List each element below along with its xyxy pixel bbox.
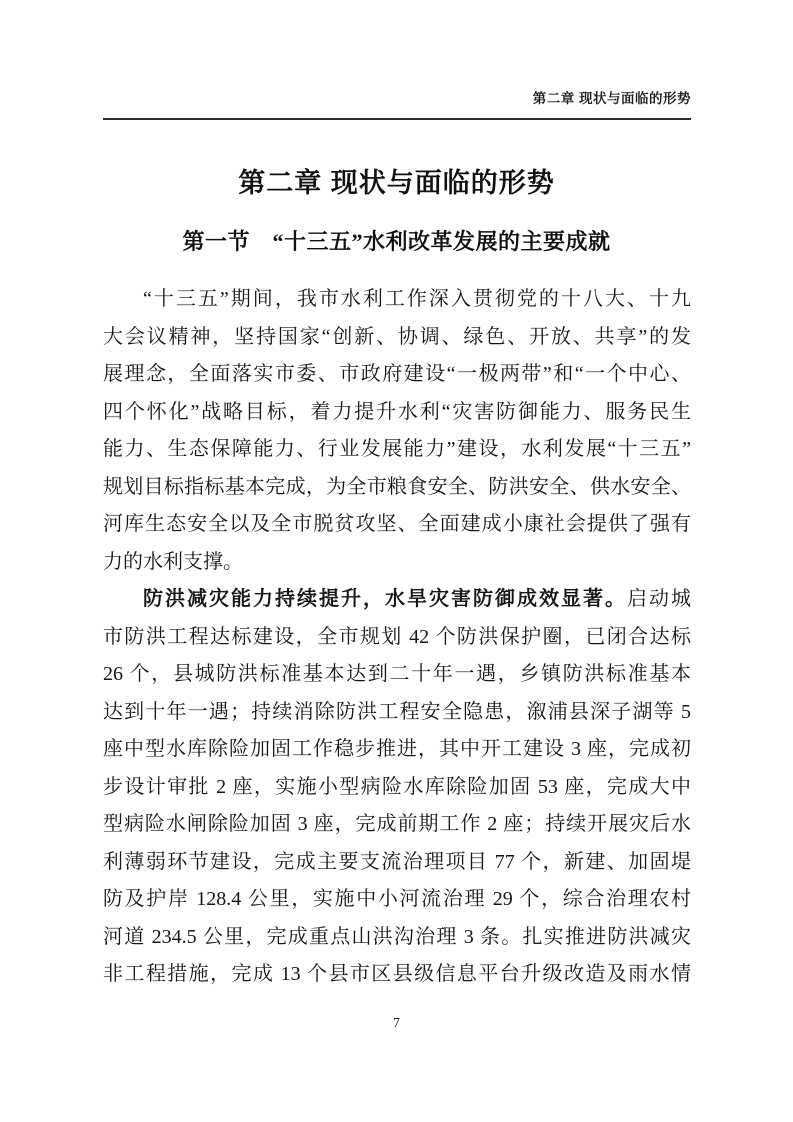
body-line <box>103 506 691 544</box>
body-text-segment: 规划目标指标基本完成，为全市粮食安全、防洪安全、供水安全、 <box>103 475 691 498</box>
page-number: 7 <box>393 1015 400 1030</box>
body-text-segment: 座中型水库除险加固工作稳步推进，其中开工建设 3 座，完成初 <box>103 738 691 760</box>
section-title: 第一节 “十三五”水利改革发展的主要成就 <box>182 229 611 254</box>
body-text-segment: 力的水利支撑。 <box>103 550 243 573</box>
body-text-segment: 步设计审批 2 座，实施小型病险水库除险加固 53 座，完成大中 <box>103 775 691 798</box>
body-text-segment: 大会议精神，坚持国家“创新、协调、绿色、开放、共享”的发 <box>103 325 691 348</box>
body-line <box>103 356 691 394</box>
body-paragraphs <box>103 281 691 994</box>
header-rule <box>103 118 691 120</box>
body-text-segment: 展理念，全面落实市委、市政府建设“一极两带”和“一个中心、 <box>103 363 691 385</box>
body-line <box>103 431 691 469</box>
bold-lead-text: 防洪减灾能力持续提升，水旱灾害防御成效显著。 <box>143 588 627 610</box>
body-text-segment: 型病险水闸除险加固 3 座，完成前期工作 2 座；持续开展灾后水 <box>103 813 691 835</box>
body-text-segment: 市防洪工程达标建设，全市规划 42 个防洪保护圈，已闭合达标 <box>103 625 691 648</box>
body-line <box>103 619 691 657</box>
body-line <box>103 656 691 694</box>
body-line <box>103 281 691 319</box>
body-line <box>103 806 691 844</box>
body-text-segment: 河库生态安全以及全市脱贫攻坚、全面建成小康社会提供了强有 <box>103 513 691 535</box>
body-line <box>103 469 691 507</box>
body-text-segment: “十三五”期间，我市水利工作深入贯彻党的十八大、十九 <box>143 288 691 310</box>
body-text-segment: 能力、生态保障能力、行业发展能力”建设，水利发展“十三五” <box>103 438 691 460</box>
body-line <box>103 394 691 432</box>
body-line <box>103 544 691 582</box>
body-line <box>103 956 691 994</box>
paragraph <box>103 281 691 581</box>
body-text-segment: 非工程措施，完成 13 个县市区县级信息平台升级改造及雨水情 <box>103 963 691 985</box>
body-text-segment: 防及护岸 128.4 公里，实施中小河流治理 29 个，综合治理农村 <box>103 888 691 910</box>
body-line <box>103 694 691 732</box>
body-text-segment: 达到十年一遇；持续消除防洪工程安全隐患，溆浦县深子湖等 5 <box>103 700 691 723</box>
body-text-segment: 26 个，县城防洪标准基本达到二十年一遇，乡镇防洪标准基本 <box>103 663 691 685</box>
paragraph <box>103 581 691 994</box>
body-text-segment: 利薄弱环节建设，完成主要支流治理项目 77 个，新建、加固堤 <box>103 850 691 873</box>
body-line <box>103 319 691 357</box>
body-line <box>103 769 691 807</box>
chapter-title: 第二章 现状与面临的形势 <box>238 168 555 198</box>
body-text-segment: 河道 234.5 公里，完成重点山洪沟治理 3 条。扎实推进防洪减灾 <box>103 925 691 948</box>
body-line <box>103 919 691 957</box>
body-line <box>103 844 691 882</box>
running-header: 第二章 现状与面临的形势 <box>532 91 691 106</box>
body-text-segment: 四个怀化”战略目标，着力提升水利“灾害防御能力、服务民生 <box>103 400 691 423</box>
body-text-segment: 启动城 <box>627 588 691 610</box>
body-line <box>103 881 691 919</box>
body-line <box>103 581 691 619</box>
body-line <box>103 731 691 769</box>
